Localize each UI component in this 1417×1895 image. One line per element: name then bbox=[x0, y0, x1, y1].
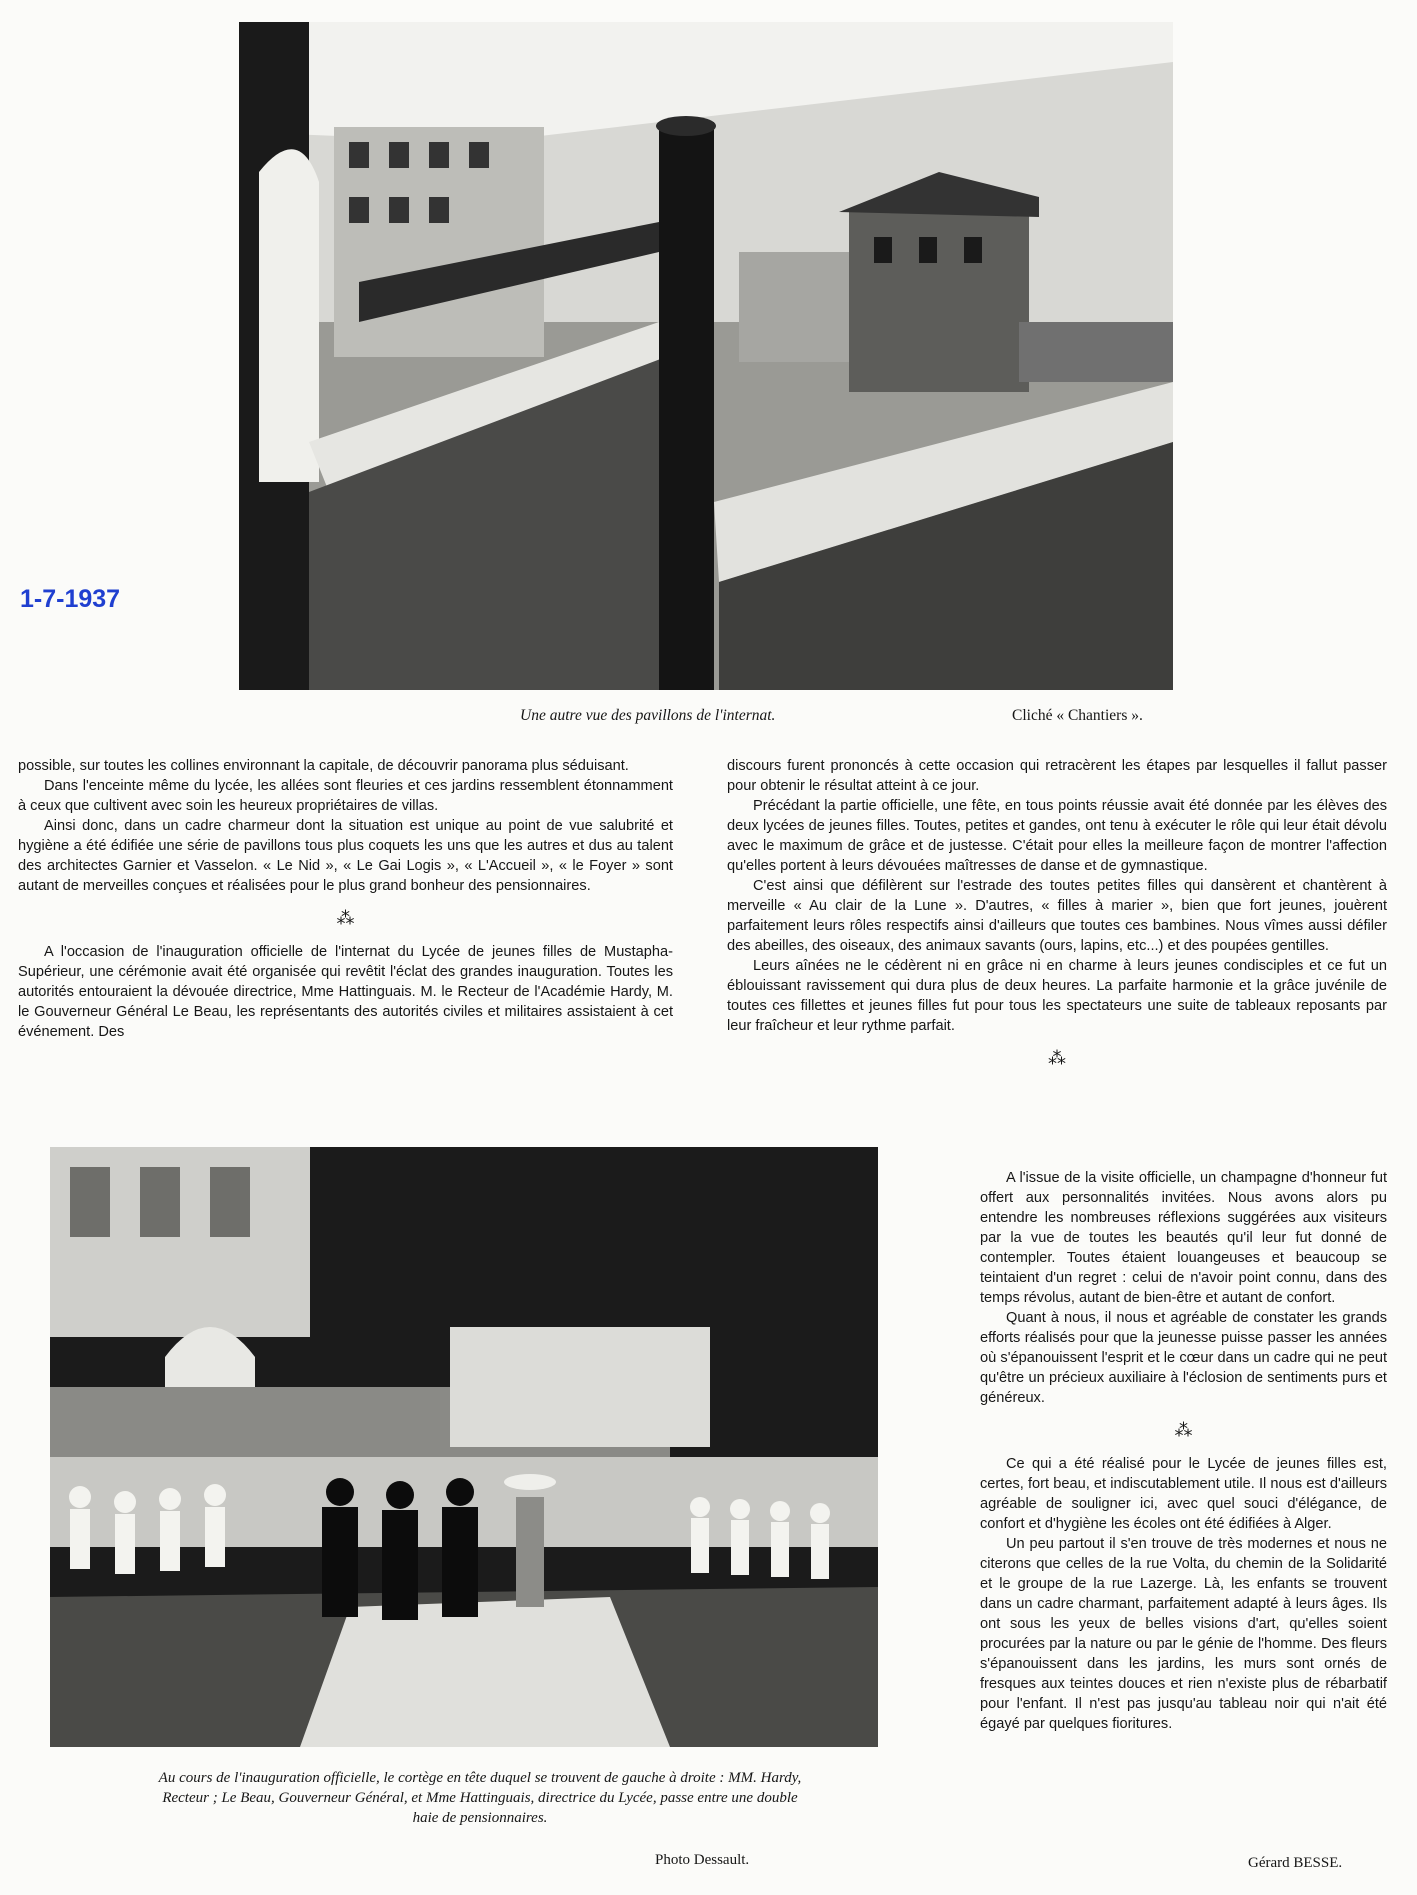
top-photo-caption: Une autre vue des pavillons de l'internat. bbox=[520, 707, 776, 724]
author-signature: Gérard BESSE. bbox=[1248, 1855, 1343, 1871]
column-2 bbox=[727, 756, 1387, 1082]
paragraph: Précédant la partie officielle, une fête, en tous points réussie avait été donnée par les élèves des deux lycées de jeunes filles. Toutes, petites et gandes, ont tenu à exécuter le rôle qui leur était dévolu avec le maximum de grâce et de justesse. C'était pour elles la meilleure façon de montrer l'affection qu'elles portent à leurs dévouées maîtresses de danse et de gymnastique. bbox=[727, 798, 1387, 874]
paragraph: A l'issue de la visite officielle, un champagne d'honneur fut offert aux personnalités invitées. Nous avons alors pu entendre les nombreuses réflexions suggérées aux visiteurs par la vue de toutes les beautés qu'il leur fut donné de contempler. Toutes étaient louangeuses et beaucoup se teintaient d'un regret : celui de n'avoir point connu, dans des temps révolus, autant de bien-être et autant de confort. bbox=[980, 1170, 1387, 1306]
section-ornament: ⁂ bbox=[336, 908, 355, 928]
section-ornament: ⁂ bbox=[1174, 1420, 1193, 1440]
paragraph: Un peu partout il s'en trouve de très modernes et nous ne citerons que celles de la rue Volta, du chemin de la Solidarité et le groupe de la rue Lazerge. Là, les enfants se trouvent dans un cadre charmant, parfaitement adapté à leurs âges. Ils ont sous les yeux de belles visions d'art, qu'elles soient procurées par la nature ou par le génie de l'homme. Des fleurs s'épanouissent dans les jardins, les murs sont ornés de fresques aux teintes douces et rien n'existe plus de rébarbatif pour l'enfant. Il n'est pas jusqu'au tableau noir qui n'ait été égayé par quelques fioritures. bbox=[980, 1536, 1387, 1732]
bottom-photo-credit: Photo Dessault. bbox=[655, 1852, 750, 1868]
paragraph: Ainsi donc, dans un cadre charmeur dont la situation est unique au point de vue salubrité et hygiène a été édifiée une série de pavillons tous plus coquets les uns que les autres et dus au talent des architectes Garnier et Vasselon. « Le Nid », « Le Gai Logis », « L'Accueil », « le Foyer » sont autant de merveilles conçues et réalisées pour le plus grand bonheur des pensionnaires. bbox=[18, 818, 673, 894]
paragraph: Ce qui a été réalisé pour le Lycée de jeunes filles est, certes, fort beau, et indiscutablement utile. Il nous est d'ailleurs agréable de souligner ici, avec quel souci d'élégance, de confort et d'hygiène les écoles ont été édifiées à Alger. bbox=[980, 1456, 1387, 1532]
paragraph: A l'occasion de l'inauguration officielle de l'internat du Lycée de jeunes filles de Mustapha-Supérieur, une cérémonie avait été organisée qui revêtit l'éclat des grandes inauguration. Toutes les autorités entouraient la dévouée directrice, Mme Hattinguais. M. le Recteur de l'Académie Hardy, M. le Gouverneur Général Le Beau, les représentants des autorités civiles et militaires assistaient à cet événement. Des bbox=[18, 944, 673, 1040]
column-1 bbox=[18, 756, 673, 1042]
paragraph: discours furent prononcés à cette occasion qui retracèrent les étapes par lesquelles il fallut passer pour obtenir le résultat atteint à ce jour. bbox=[727, 758, 1387, 794]
paragraph: Leurs aînées ne le cédèrent ni en grâce ni en charme à leurs jeunes condisciples et ce fut un éblouissant ravissement qui dura plus de deux heures. La parfaite harmonie et la grâce juvénile de toutes ces fillettes et jeunes filles fut pour tous les spectateurs une suite de tableaux reposants par leur fraîcheur et leur rythme parfait. bbox=[727, 958, 1387, 1034]
paragraph: possible, sur toutes les collines environnant la capitale, de découvrir panorama plus séduisant. bbox=[18, 758, 629, 774]
column-3 bbox=[980, 1168, 1387, 1734]
date-stamp: 1-7-1937 bbox=[20, 585, 121, 613]
bottom-photo-caption: Au cours de l'inauguration officielle, le cortège en tête duquel se trouvent de gauche à droite : MM. Hardy, Recteur ; Le Beau, Gouverneur Général, et Mme Hattinguais, directrice du Lycée, passe entre une double haie de pensionnaires. bbox=[158, 1770, 802, 1826]
top-photo-credit: Cliché « Chantiers ». bbox=[1012, 707, 1143, 724]
paragraph: Quant à nous, il nous et agréable de constater les grands efforts réalisés pour que la jeunesse puisse passer les années où s'épanouissent l'esprit et le cœur dans un cadre qui ne peut qu'être un précieux auxiliaire à l'éclosion de sentiments purs et généreux. bbox=[980, 1310, 1387, 1406]
top-photo bbox=[239, 22, 1173, 690]
paragraph: C'est ainsi que défilèrent sur l'estrade des toutes petites filles qui dansèrent et chantèrent à merveille « Au clair de la Lune ». D'autres, « filles à marier », bien que fort jeunes, jouèrent parfaitement leurs rôles respectifs ainsi d'ailleurs que toutes ces bambines. Nous vîmes aussi défiler des abeilles, des oiseaux, des animaux savants (ours, lapins, etc...) et des poupées gentilles. bbox=[727, 878, 1387, 954]
section-ornament: ⁂ bbox=[1048, 1048, 1066, 1068]
bottom-photo bbox=[50, 1147, 878, 1747]
paragraph: Dans l'enceinte même du lycée, les allées sont fleuries et ces jardins ressemblent étonnamment à ceux que cultivent avec soin les heureux propriétaires de villas. bbox=[18, 778, 673, 814]
